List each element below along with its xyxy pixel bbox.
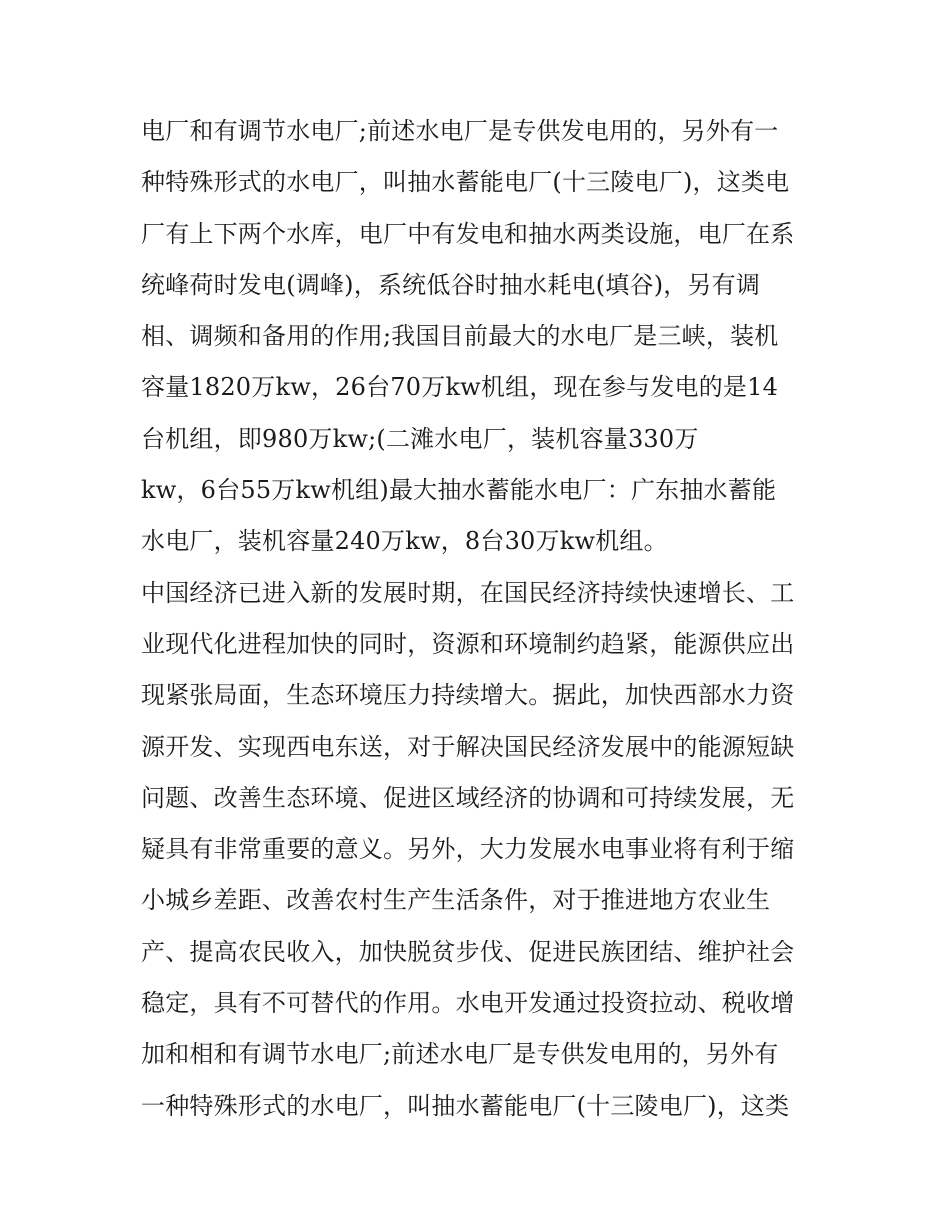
text-line: 疑具有非常重要的意义。另外，大力发展水电事业将有利于缩 [141, 835, 795, 864]
text-line: 问题、改善生态环境、促进区域经济的协调和可持续发展，无 [141, 783, 795, 812]
text-line: 相、调频和备用的作用;我国目前最大的水电厂是三峡，装机 [141, 322, 779, 351]
text-line: kw，6台55万kw机组)最大抽水蓄能水电厂：广东抽水蓄能 [141, 476, 777, 505]
text-line: 小城乡差距、改善农村生产生活条件，对于推进地方农业生 [141, 886, 771, 915]
document-body [141, 106, 831, 1132]
text-line: 稳定，具有不可替代的作用。水电开发通过投资拉动、税收增 [141, 989, 795, 1018]
paragraph-2 [141, 568, 831, 1132]
text-line: 源开发、实现西电东送，对于解决国民经济发展中的能源短缺 [141, 732, 795, 761]
paragraph-1 [141, 106, 831, 568]
text-line: 产、提高农民收入，加快脱贫步伐、促进民族团结、维护社会 [141, 937, 795, 966]
text-line: 现紧张局面，生态环境压力持续增大。据此，加快西部水力资 [141, 681, 795, 710]
text-line: 加和相和有调节水电厂;前述水电厂是专供发电用的，另外有 [141, 1040, 779, 1069]
text-line: 统峰荷时发电(调峰)，系统低谷时抽水耗电(填谷)，另有调 [141, 270, 761, 299]
text-line: 水电厂，装机容量240万kw，8台30万kw机组。 [141, 527, 668, 556]
text-line: 中国经济已进入新的发展时期，在国民经济持续快速增长、工 [141, 578, 795, 607]
text-line: 台机组，即980万kw;(二滩水电厂，装机容量330万 [141, 424, 699, 453]
text-line: 业现代化进程加快的同时，资源和环境制约趋紧，能源供应出 [141, 629, 795, 658]
text-line: 种特殊形式的水电厂，叫抽水蓄能电厂(十三陵电厂)，这类电 [141, 168, 790, 197]
text-line: 一种特殊形式的水电厂，叫抽水蓄能电厂(十三陵电厂)，这类 [141, 1091, 790, 1120]
text-line: 容量1820万kw，26台70万kw机组，现在参与发电的是14 [141, 373, 779, 402]
text-line: 电厂和有调节水电厂;前述水电厂是专供发电用的，另外有一 [141, 117, 779, 145]
text-line: 厂有上下两个水库，电厂中有发电和抽水两类设施，电厂在系 [141, 219, 795, 248]
